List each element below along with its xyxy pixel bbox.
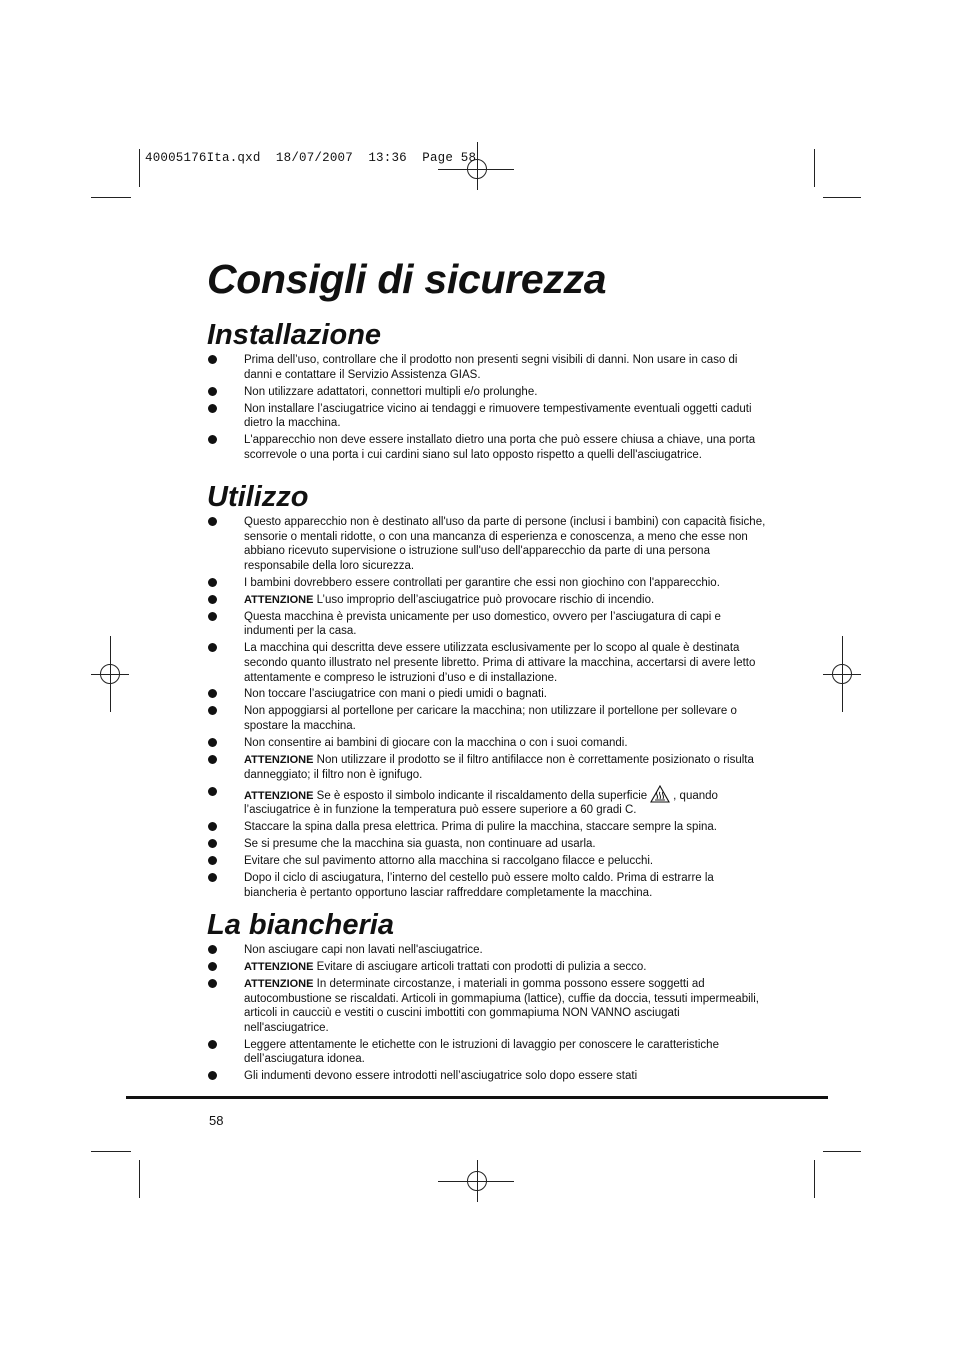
list-item: I bambini dovrebbero essere controllati per garantire che essi non giochino con l'apparecchio. [207,576,767,591]
bullet-icon [208,1040,217,1049]
warning-label: ATTENZIONE [244,977,314,990]
section-heading: Utilizzo [207,481,309,513]
bullet-list [207,943,767,1084]
crop-mark [139,149,140,187]
bullet-list [207,353,767,462]
section-heading: La biancheria [207,909,394,941]
bullet-icon [208,612,217,621]
crop-mark [139,1160,140,1198]
registration-mark-line [842,636,843,712]
bullet-icon [208,755,217,764]
section-heading: Installazione [207,319,382,351]
page-title: Consigli di sicurezza [207,256,607,302]
bullet-icon [208,387,217,396]
bullet-icon [208,839,217,848]
list-item: Leggere attentamente le etichette con le istruzioni di lavaggio per conoscere le caratteristiche dell’asciugatura idonea. [207,1038,767,1067]
registration-mark-line [477,1160,478,1202]
list-item: ATTENZIONE Se è esposto il simbolo indicante il riscaldamento della superficie , quando l’asciugatrice è in funzione la temperatura può essere superiore a 60 gradi C. [207,785,767,818]
warning-label: ATTENZIONE [244,754,314,767]
list-item: Se si presume che la macchina sia guasta, non continuare ad usarla. [207,837,767,852]
hot-surface-warning-icon [650,785,670,803]
registration-mark-line [438,169,514,170]
list-item: Non consentire ai bambini di giocare con la macchina o con i suoi comandi. [207,736,767,751]
section-installazione [207,318,767,465]
bullet-icon [208,643,217,652]
bullet-list [207,515,767,900]
section-utilizzo [207,480,767,903]
list-item: ATTENZIONE Evitare di asciugare articoli trattati con prodotti di pulizia a secco. [207,960,767,975]
crop-mark [814,1160,815,1198]
bullet-icon [208,738,217,747]
bullet-icon [208,979,217,988]
footer-rule [126,1096,828,1099]
list-item: Questa macchina è prevista unicamente per uso domestico, ovvero per l’asciugatura di capi e indumenti per la casa. [207,610,767,639]
list-item: Gli indumenti devono essere introdotti nell’asciugatrice solo dopo essere stati [207,1069,767,1084]
crop-mark [91,1151,131,1152]
bullet-icon [208,787,217,796]
bullet-icon [208,355,217,364]
section-la-biancheria [207,908,767,1086]
bullet-icon [208,873,217,882]
print-slug-header: 40005176Ita.qxd 18/07/2007 13:36 Page 58 [145,151,477,165]
warning-label: ATTENZIONE [244,789,314,802]
bullet-icon [208,706,217,715]
bullet-icon [208,404,217,413]
registration-mark-line [477,142,478,190]
warning-label: ATTENZIONE [244,593,314,606]
list-item: Non toccare l’asciugatrice con mani o piedi umidi o bagnati. [207,687,767,702]
bullet-icon [208,435,217,444]
bullet-icon [208,1071,217,1080]
list-item: Non appoggiarsi al portellone per caricare la macchina; non utilizzare il portellone per sollevare o spostare la macchina. [207,704,767,733]
bullet-icon [208,822,217,831]
bullet-icon [208,595,217,604]
crop-mark [814,149,815,187]
list-item: Prima dell’uso, controllare che il prodotto non presenti segni visibili di danni. Non usare in caso di danni e contattare il Servizio Assistenza GIAS. [207,353,767,382]
list-item: Dopo il ciclo di asciugatura, l’interno del cestello può essere molto caldo. Prima di estrarre la biancheria è pertanto opportuno lasciar raffreddare completamente la macchina. [207,871,767,900]
list-item: Non asciugare capi non lavati nell'asciugatrice. [207,943,767,958]
list-item: Questo apparecchio non è destinato all'uso da parte di persone (inclusi i bambini) con capacità fisiche, sensorie o mentali ridotte, o con una mancanza di esperienza e conoscenza, a meno che esse non abbiano ricevuto supervisione o istruzione sull'uso dell'apparecchio da parte di una persona responsabile della loro sicurezza. [207,515,767,573]
list-item: Non utilizzare adattatori, connettori multipli e/o prolunghe. [207,385,767,400]
list-item: Staccare la spina dalla presa elettrica. Prima di pulire la macchina, staccare sempre la spina. [207,820,767,835]
page-number: 58 [209,1113,224,1128]
crop-mark [823,197,861,198]
registration-mark-line [438,1181,514,1182]
registration-mark-line [110,636,111,712]
list-item: La macchina qui descritta deve essere utilizzata esclusivamente per lo scopo al quale è destinata secondo quanto illustrato nel presente libretto. Prima di attivare la macchina, accertarsi di avere letto attentamente e compreso le istruzioni d’uso e di installazione. [207,641,767,685]
bullet-icon [208,689,217,698]
list-item: ATTENZIONE Non utilizzare il prodotto se il filtro antifilacce non è correttamente posizionato o risulta danneggiato; il filtro non è ignifugo. [207,753,767,782]
bullet-icon [208,578,217,587]
list-item: L'apparecchio non deve essere installato dietro una porta che può essere chiusa a chiave, una porta scorrevole o una porta i cui cardini siano sul lato opposto rispetto a quelli dell'asciugatrice. [207,433,767,462]
list-item: Non installare l’asciugatrice vicino ai tendaggi e rimuovere tempestivamente eventuali oggetti caduti dietro la macchina. [207,402,767,431]
warning-label: ATTENZIONE [244,960,314,973]
bullet-icon [208,856,217,865]
list-item: ATTENZIONE L’uso improprio dell’asciugatrice può provocare rischio di incendio. [207,593,767,608]
crop-mark [823,1151,861,1152]
list-item: Evitare che sul pavimento attorno alla macchina si raccolgano filacce e pelucchi. [207,854,767,869]
list-item: ATTENZIONE In determinate circostanze, i materiali in gomma possono essere soggetti ad autocombustione se riscaldati. Articoli in gommapiuma (lattice), cuffie da doccia, tessuti impermeabili, articoli in caucciù e vestiti o cuscini imbottiti con gommapiuma NON VANNO asciugati nell'asciugatrice. [207,977,767,1035]
bullet-icon [208,945,217,954]
bullet-icon [208,517,217,526]
crop-mark [91,197,131,198]
bullet-icon [208,962,217,971]
